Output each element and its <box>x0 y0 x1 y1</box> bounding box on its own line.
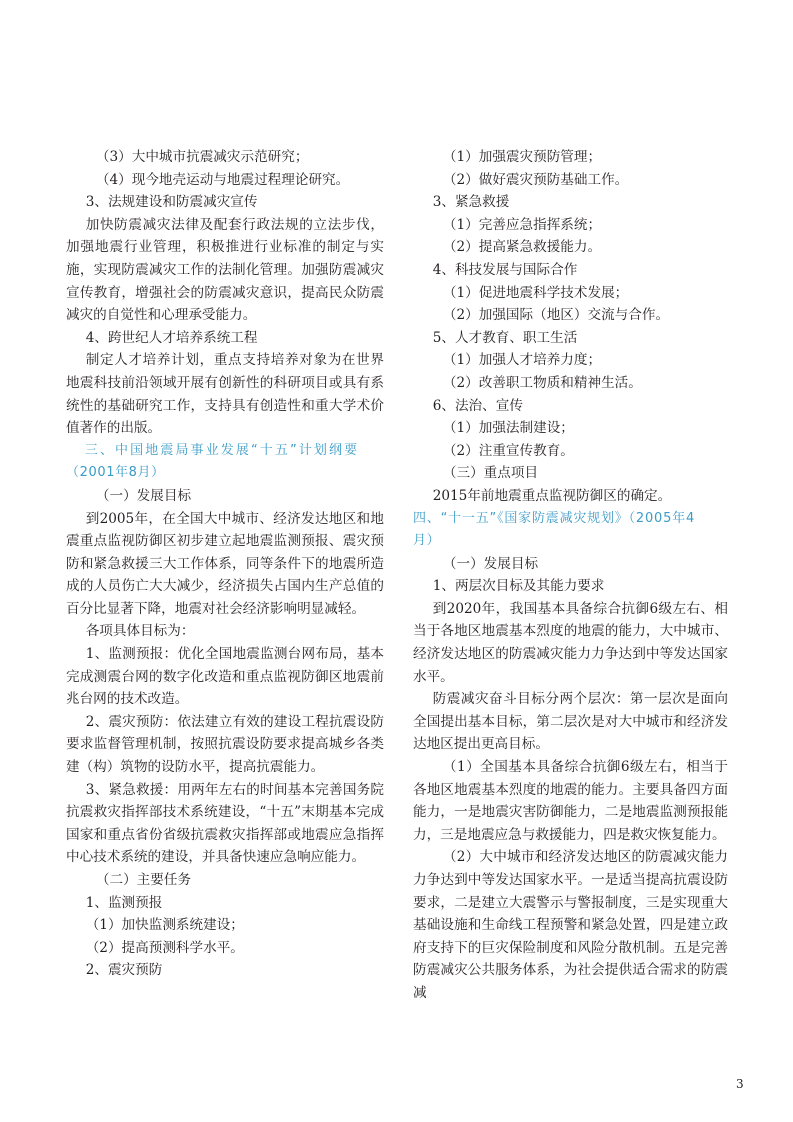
section-subheading: 4、科技发展与国际合作 <box>432 261 578 278</box>
section-subheading: 1、监测预报 <box>85 894 163 911</box>
body-paragraph: 3、紧急救援：用两年左右的时间基本完善国务院抗震救灾指挥部技术系统建设，“十五”末期基本完成国家和重点省份省级抗震救灾指挥部或地震应急指挥中心技术系统的建设，并具备快速应急响应能力。 <box>66 781 384 866</box>
section-subheading: 4、跨世纪人才培养系统工程 <box>85 329 258 346</box>
list-item: （3）大中城市抗震减灾示范研究； <box>95 149 309 165</box>
list-item: （2）提高紧急救援能力。 <box>442 239 602 256</box>
list-item: （2）加强国际（地区）交流与合作。 <box>442 307 670 324</box>
section-subheading: （一）发展目标 <box>95 487 192 504</box>
body-paragraph: 防震减灾奋斗目标分两个层次：第一层次是面向全国提出基本目标，第二层次是对大中城市和经济发达地区提出更高目标。 <box>413 691 728 753</box>
right-column <box>413 146 728 1005</box>
list-item: （1）加强震灾预防管理； <box>442 149 602 165</box>
page-number: 3 <box>736 1077 744 1091</box>
list-item: （1）加快监测系统建设； <box>85 917 244 934</box>
section-heading-date: （2001年8月） <box>66 465 165 481</box>
body-paragraph: （2）大中城市和经济发达地区的防震减灾能力力争达到中等发达国家水平。一是适当提高抗震设防要求，二是建立大震警示与警报制度，三是实现重大基础设施和生命线工程预警和紧急处置，四是建立政府支持下的巨灾保险制度和风险分散机制。五是完善防震减灾公共服务体系，为社会提供适合需求的防震减 <box>413 849 728 1001</box>
section-subheading: 3、法规建设和防震减灾宣传 <box>85 194 258 211</box>
list-item: （4）现今地壳运动与地震过程理论研究。 <box>95 171 350 188</box>
body-paragraph: 2015年前地震重点监视防御区的确定。 <box>432 487 672 504</box>
section-heading: 三、中国地震局事业发展“十五”计划纲要 <box>84 442 360 458</box>
section-heading: 四、“十一五”《国家防震减灾规划》（2005年4 <box>413 510 696 526</box>
list-item: （1）加强人才培养力度； <box>442 352 602 369</box>
body-paragraph: 制定人才培养计划，重点支持培养对象为在世界地震科技前沿领域开展有创新性的科研项目或具有系统性的基础研究工作，支持具有创造性和重大学术价值著作的出版。 <box>66 352 384 437</box>
list-item: （2）做好震灾预防基础工作。 <box>442 171 629 188</box>
list-item: （1）完善应急指挥系统； <box>442 216 602 233</box>
section-subheading: 3、紧急救援 <box>432 194 510 211</box>
section-subheading: （一）发展目标 <box>442 555 539 572</box>
list-item: （2）改善职工物质和精神生活。 <box>442 374 642 391</box>
body-paragraph: 到2005年，在全国大中城市、经济发达地区和地震重点监视防御区初步建立起地震监测预报、震灾预防和紧急救援三大工作体系，同等条件下的地震所造成的人员伤亡大大减少，经济损失占国内生产总值的百分比显著下降，地震对社会经济影响明显减轻。 <box>66 510 384 617</box>
section-subheading: （二）主要任务 <box>95 872 192 888</box>
section-subheading: （三）重点项目 <box>442 465 539 482</box>
list-item: （1）促进地震科学技术发展； <box>442 284 629 301</box>
section-subheading: 5、人才教育、职工生活 <box>432 329 578 346</box>
section-heading-date: 月） <box>413 533 441 549</box>
list-item: （1）加强法制建设； <box>442 420 574 437</box>
list-item: （2）提高预测科学水平。 <box>85 939 244 956</box>
section-subheading: 2、震灾预防 <box>85 962 163 979</box>
section-subheading: 1、两层次目标及其能力要求 <box>432 578 605 595</box>
body-paragraph: 2、震灾预防：依法建立有效的建设工程抗震设防要求监督管理机制，按照抗震设防要求提高城乡各类建（构）筑物的设防水平，提高抗震能力。 <box>66 713 384 776</box>
body-paragraph: 加快防震减灾法律及配套行政法规的立法步伐，加强地震行业管理，积极推进行业标准的制定与实施，实现防震减灾工作的法制化管理。加强防震减灾宣传教育，增强社会的防震减灾意识，提高民众防震减灾的自觉性和心理承受能力。 <box>66 216 384 324</box>
list-item: （2）注重宣传教育。 <box>442 442 574 459</box>
left-column <box>66 146 384 982</box>
body-paragraph: （1）全国基本具备综合抗御6级左右，相当于各地区地震基本烈度的地震的能力。主要具备四方面能力，一是地震灾害防御能力，二是地震监测预报能力，三是地震应急与救援能力，四是救灾恢复能力。 <box>413 759 728 843</box>
body-paragraph: 1、监测预报：优化全国地震监测台网布局，基本完成测震台网的数字化改造和重点监视防御区地震前兆台网的技术改造。 <box>66 646 384 708</box>
body-paragraph: 到2020年，我国基本具备综合抗御6级左右、相当于各地区地震基本烈度的地震的能力，大中城市、经济发达地区的防震减灾能力力争达到中等发达国家水平。 <box>413 600 728 685</box>
body-paragraph: 各项具体目标为： <box>85 623 195 640</box>
section-subheading: 6、法治、宣传 <box>432 397 523 414</box>
